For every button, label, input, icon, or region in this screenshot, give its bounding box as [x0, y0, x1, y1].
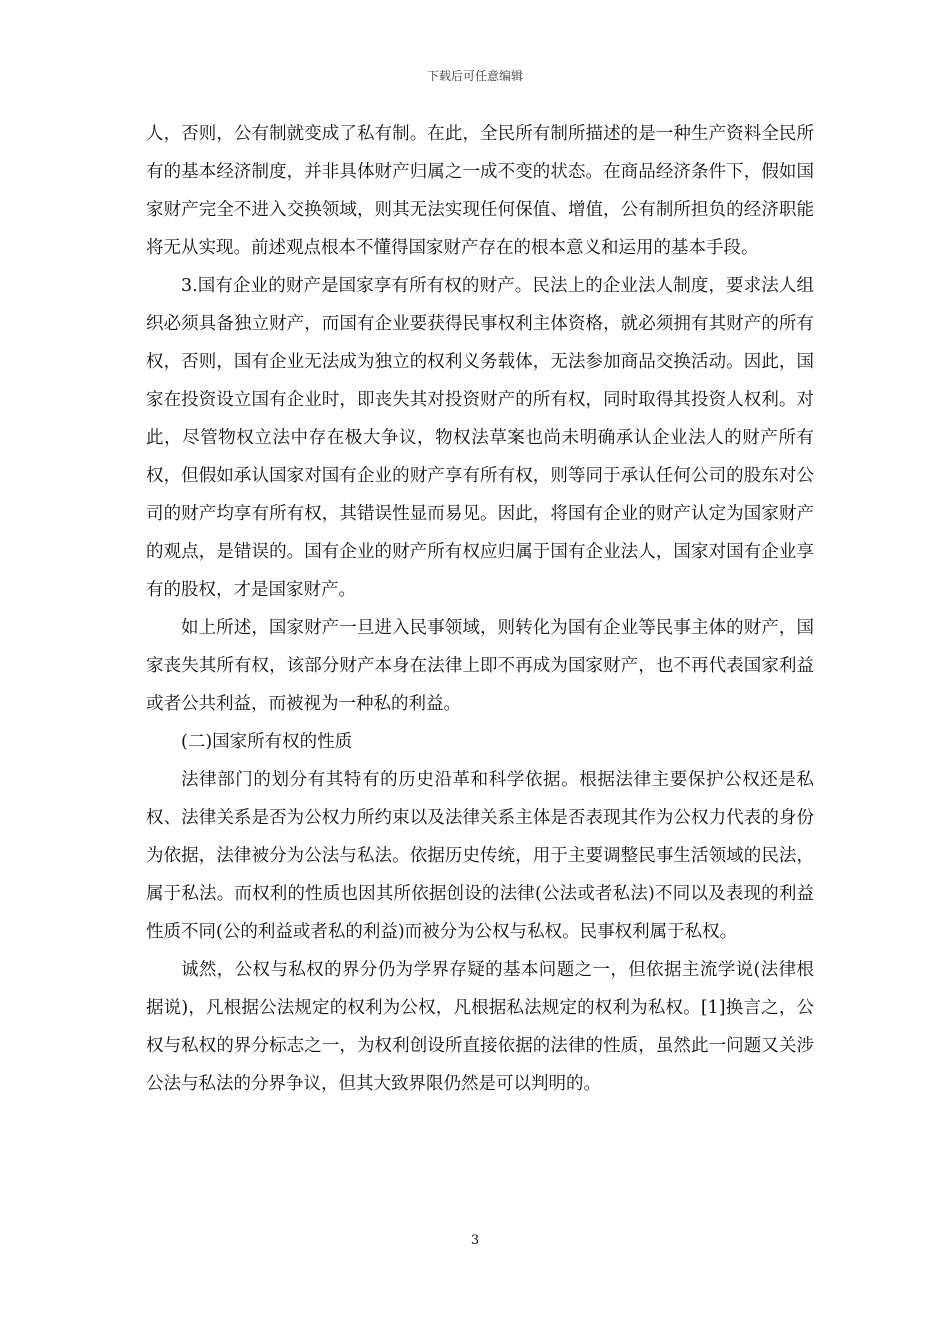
- page-header: 下载后可任意编辑: [426, 69, 523, 83]
- page-number: 3: [470, 1233, 480, 1248]
- paragraph-summary: 如上所述，国家财产一旦进入民事领域，则转化为国有企业等民事主体的财产，国家丧失其所有权，该部分财产本身在法律上即不再成为国家财产，也不再代表国家利益或者公共利益，而被视为一种私的利益。: [146, 618, 814, 714]
- paragraph-continuation: 人，否则，公有制就变成了私有制。在此，全民所有制所描述的是一种生产资料全民所有的基本经济制度，并非具体财产归属之一成不变的状态。在商品经济条件下，假如国家财产完全不进入交换领域，则其无法实现任何保值、增值，公有制所担负的经济职能将无从实现。前述观点根本不懂得国家财产存在的根本意义和运用的基本手段。: [146, 124, 814, 258]
- section-heading-nature-of-state-ownership: (二)国家所有权的性质: [181, 732, 353, 752]
- paragraph-legal-division: 法律部门的划分有其特有的历史沿革和科学依据。根据法律主要保护公权还是私权、法律关系是否为公权力所约束以及法律关系主体是否表现其作为公权力代表的身份为依据，法律被分为公法与私法。依据历史传统，用于主要调整民事生活领域的民法，属于私法。而权利的性质也因其所依据创设的法律(公法或者私法)不同以及表现的利益性质不同(公的利益或者私的利益)而被分为公权与私权。民事权利属于私权。: [146, 770, 814, 942]
- paragraph-public-private-rights: 诚然，公权与私权的界分仍为学界存疑的基本问题之一，但依据主流学说(法律根据说)，凡根据公法规定的权利为公权，凡根据私法规定的权利为私权。[1]换言之，公权与私权的界分标志之一，为权利创设所直接依据的法律的性质，虽然此一问题又关涉公法与私法的分界争议，但其大致界限仍然是可以判明的。: [146, 960, 814, 1094]
- paragraph-state-enterprise-property: 3.国有企业的财产是国家享有所有权的财产。民法上的企业法人制度，要求法人组织必须具备独立财产，而国有企业要获得民事权利主体资格，就必须拥有其财产的所有权，否则，国有企业无法成为独立的权利义务载体，无法参加商品交换活动。因此，国家在投资设立国有企业时，即丧失其对投资财产的所有权，同时取得其投资人权利。对此，尽管物权立法中存在极大争议，物权法草案也尚未明确承认企业法人的财产所有权，但假如承认国家对国有企业的财产享有所有权，则等同于承认任何公司的股东对公司的财产均享有所有权，其错误性显而易见。因此，将国有企业的财产认定为国家财产的观点，是错误的。国有企业的财产所有权应归属于国有企业法人，国家对国有企业享有的股权，才是国家财产。: [146, 276, 814, 600]
- document-body: [146, 115, 814, 1103]
